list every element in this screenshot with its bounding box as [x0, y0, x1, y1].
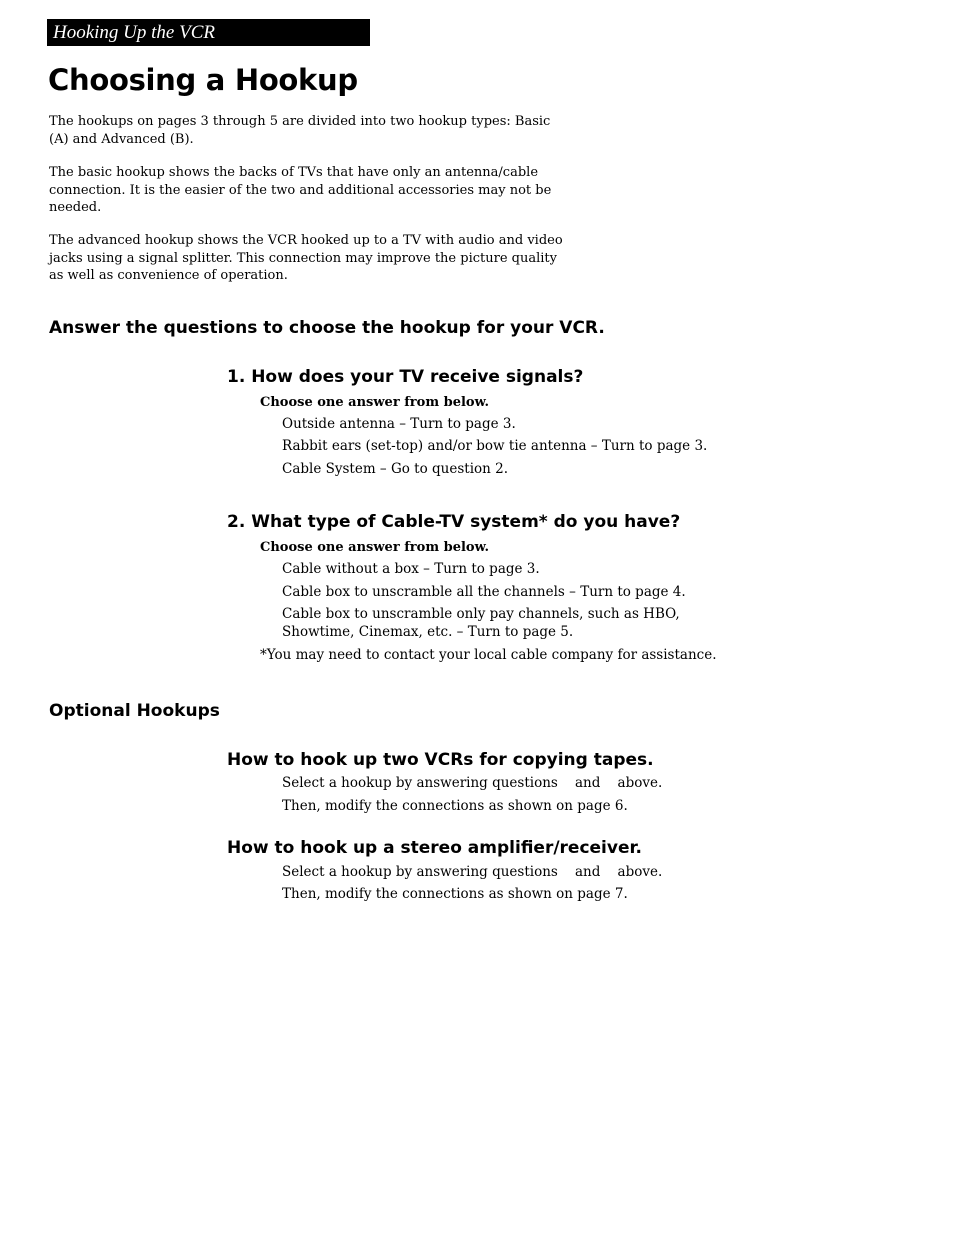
optional-1-line: Select a hookup by answering questions and above. [282, 775, 663, 791]
question-1-answer: Outside antenna – Turn to page 3. [282, 416, 516, 432]
intro-paragraph-2: The basic hookup shows the backs of TVs that have only an antenna/cable connection. It is the easier of the two and additional accessories may not be needed. [49, 165, 552, 215]
optional-2-title: How to hook up a stereo amplifier/receiver. [227, 838, 642, 858]
cable-footnote: *You may need to contact your local cable company for assistance. [260, 647, 717, 663]
page-title: Choosing a Hookup [48, 63, 358, 97]
optional-1-title: How to hook up two VCRs for copying tapes. [227, 750, 654, 770]
optional-2-line: Select a hookup by answering questions and above. [282, 864, 663, 880]
question-2-title: 2. What type of Cable-TV system* do you have? [227, 512, 681, 532]
question-2-answer: Cable box to unscramble only pay channels, such as HBO, Showtime, Cinemax, etc. – Turn to page 5. [282, 606, 680, 640]
optional-heading: Optional Hookups [49, 701, 220, 721]
questions-heading: Answer the questions to choose the hookup for your VCR. [49, 318, 605, 338]
section-header-bar [47, 19, 370, 46]
question-2-answer: Cable box to unscramble all the channels – Turn to page 4. [282, 584, 686, 600]
optional-1-line: Then, modify the connections as shown on page 6. [282, 798, 628, 814]
question-1-answer: Rabbit ears (set-top) and/or bow tie antenna – Turn to page 3. [282, 438, 708, 454]
question-1-answer: Cable System – Go to question 2. [282, 461, 509, 477]
question-2-answer: Cable without a box – Turn to page 3. [282, 561, 540, 577]
question-2-instruction: Choose one answer from below. [260, 540, 489, 555]
question-1-instruction: Choose one answer from below. [260, 395, 489, 410]
optional-2-line: Then, modify the connections as shown on page 7. [282, 886, 628, 902]
intro-paragraph-3: The advanced hookup shows the VCR hooked up to a TV with audio and video jacks using a signal splitter. This connection may improve the picture quality as well as convenience of operation. [49, 233, 563, 283]
question-1-title: 1. How does your TV receive signals? [227, 367, 584, 387]
intro-paragraph-1: The hookups on pages 3 through 5 are divided into two hookup types: Basic (A) and Advanced (B). [49, 114, 551, 147]
section-header-title: Hooking Up the VCR [53, 22, 216, 43]
